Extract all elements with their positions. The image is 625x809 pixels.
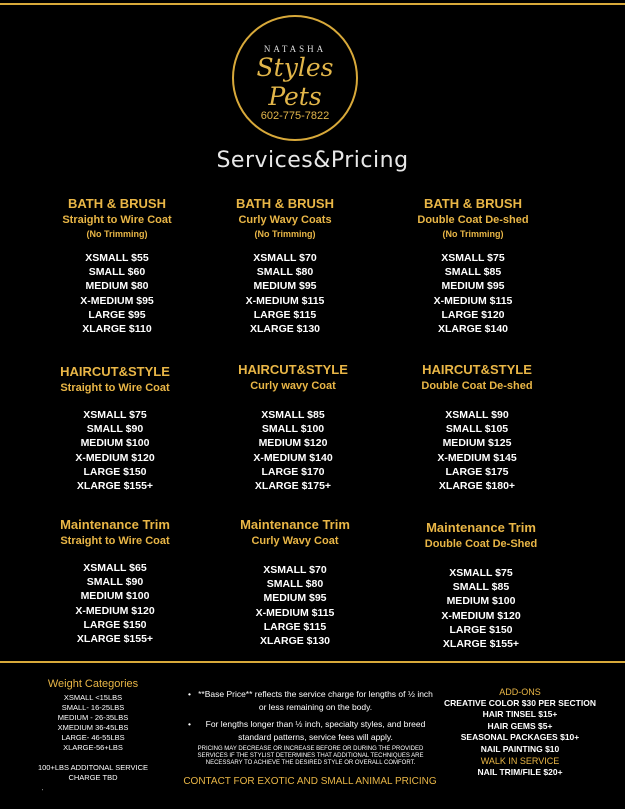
price-item: XSMALL $70: [263, 564, 327, 576]
service-block: [32, 196, 202, 336]
service-heading: BATH & BRUSH: [424, 196, 522, 211]
price-item: XLARGE $175+: [254, 480, 332, 493]
weight-extra-line: CHARGE TBD: [68, 773, 118, 782]
service-subheading: Curly Wavy Coats: [238, 214, 332, 226]
price-list: [388, 251, 558, 336]
service-subheading: Straight to Wire Coat: [60, 382, 170, 394]
price-list: [392, 408, 562, 493]
price-item: LARGE $150: [83, 618, 147, 631]
price-item: MEDIUM $100: [446, 595, 516, 608]
price-item: MEDIUM $80: [85, 280, 149, 293]
service-block: [396, 520, 566, 651]
logo-script-text: Styles Pets: [256, 53, 334, 111]
service-block: [30, 517, 200, 646]
price-item: SMALL $80: [266, 578, 324, 591]
service-heading: HAIRCUT&STYLE: [238, 362, 348, 377]
price-item: SMALL $105: [445, 423, 509, 436]
price-item: XLARGE $155+: [76, 480, 154, 493]
price-item: LARGE $150: [449, 623, 513, 636]
page-title: Services&Pricing: [216, 148, 409, 173]
price-list: [208, 408, 378, 493]
price-item: SMALL $100: [261, 423, 325, 436]
service-heading: BATH & BRUSH: [236, 196, 334, 211]
service-heading: Maintenance Trim: [240, 517, 350, 532]
price-list: [200, 251, 370, 336]
price-item: X-MEDIUM $145: [437, 451, 517, 464]
note-text: **Base Price** reflects the service charge for lengths of ½ inch or less remaining on the body.: [198, 689, 433, 712]
price-item: XSMALL $75: [449, 567, 513, 579]
weight-item: MEDIUM - 26-35LBS: [57, 713, 129, 722]
service-heading: BATH & BRUSH: [68, 196, 166, 211]
service-subheading: Double Coat De-shed: [417, 214, 529, 226]
logo-top-text: NATASHA: [263, 44, 327, 54]
service-heading: Maintenance Trim: [60, 517, 170, 532]
service-subheading: Double Coat De-Shed: [424, 538, 538, 550]
price-item: SMALL $85: [444, 266, 502, 279]
price-list: [210, 563, 380, 648]
service-note: (No Trimming): [254, 229, 316, 239]
price-item: XSMALL $75: [83, 409, 147, 421]
price-item: XSMALL $85: [261, 409, 325, 421]
price-item: X-MEDIUM $140: [253, 451, 333, 464]
bullet-icon: •: [188, 689, 191, 699]
price-item: X-MEDIUM $120: [75, 451, 155, 464]
walk-in-item: NAIL TRIM/FILE $20+: [477, 767, 563, 778]
price-item: LARGE $120: [441, 308, 505, 321]
price-item: SMALL $90: [86, 423, 144, 436]
addon-item: NAIL PAINTING $10: [480, 743, 560, 754]
weight-extra-line: 100+LBS ADDITONAL SERVICE: [37, 763, 149, 772]
price-item: MEDIUM $95: [263, 592, 327, 605]
brand-logo: [232, 15, 358, 141]
price-item: MEDIUM $95: [253, 280, 317, 293]
price-list: [30, 408, 200, 493]
service-note: (No Trimming): [86, 229, 148, 239]
addons-list: [440, 686, 600, 778]
price-item: LARGE $175: [445, 465, 509, 478]
note-bullet: [188, 688, 433, 714]
service-heading: Maintenance Trim: [426, 520, 536, 535]
service-block: [208, 362, 378, 493]
weight-item: SMALL- 16-25LBS: [61, 703, 125, 712]
price-item: MEDIUM $95: [441, 280, 505, 293]
service-block: [30, 364, 200, 493]
walk-in-title: WALK IN SERVICE: [480, 756, 560, 767]
logo-phone: 602-775-7822: [260, 110, 330, 122]
fine-print: PRICING MAY DECREASE OR INCREASE BEFORE OR DURING THE PROVIDED SERVICES IF THE STYLIST DETERMINES THAT ADDITIONAL TECHNIQUES ARE NECESSARY TO ACHIEVE THE DESIRED STYLE OR OVERALL COMFORT.: [197, 746, 424, 766]
addon-item: SEASONAL PACKAGES $10+: [460, 732, 580, 743]
price-item: SMALL $80: [256, 266, 314, 279]
price-item: XSMALL $90: [445, 409, 509, 421]
price-item: LARGE $150: [83, 465, 147, 478]
price-item: XSMALL $65: [83, 562, 147, 574]
section-divider: [0, 661, 625, 663]
service-block: [392, 362, 562, 493]
price-item: LARGE $95: [88, 308, 146, 321]
price-item: LARGE $115: [263, 620, 327, 633]
price-item: X-MEDIUM $120: [75, 604, 155, 617]
service-block: [388, 196, 558, 336]
service-heading: HAIRCUT&STYLE: [422, 362, 532, 377]
weight-categories: [18, 678, 168, 783]
price-item: XLARGE $180+: [438, 480, 516, 493]
service-block: [210, 517, 380, 648]
price-item: LARGE $115: [253, 308, 317, 321]
service-subheading: Straight to Wire Coat: [62, 214, 172, 226]
bullet-icon: •: [188, 719, 191, 729]
weight-item: LARGE- 46-55LBS: [61, 733, 125, 742]
price-item: XLARGE $155+: [442, 638, 520, 651]
weight-extra: [18, 763, 168, 783]
price-item: SMALL $90: [86, 576, 144, 589]
weight-title: Weight Categories: [47, 678, 139, 690]
price-item: XLARGE $110: [82, 323, 152, 336]
addon-item: HAIR GEMS $5+: [487, 720, 553, 731]
price-item: LARGE $170: [261, 465, 325, 478]
addons-title: ADD-ONS: [499, 687, 541, 697]
pricing-notes: [188, 688, 433, 767]
price-item: XLARGE $130: [259, 635, 331, 648]
service-subheading: Double Coat De-shed: [421, 380, 533, 392]
price-item: XLARGE $155+: [76, 633, 154, 646]
weight-item: XLARGE-56+LBS: [63, 743, 123, 752]
service-subheading: Curly wavy Coat: [250, 380, 336, 392]
addon-item: HAIR TINSEL $15+: [482, 709, 558, 720]
price-item: SMALL $85: [452, 581, 510, 594]
top-border: [0, 3, 625, 5]
weight-item: XSMALL <15LBS: [63, 693, 123, 702]
service-subheading: Curly Wavy Coat: [251, 535, 339, 547]
price-item: X-MEDIUM $115: [255, 606, 335, 619]
service-subheading: Straight to Wire Coat: [60, 535, 170, 547]
price-item: SMALL $60: [88, 266, 146, 279]
note-bullet: [188, 718, 433, 744]
price-item: MEDIUM $100: [80, 437, 150, 450]
service-heading: HAIRCUT&STYLE: [60, 364, 170, 379]
price-item: X-MEDIUM $95: [80, 294, 154, 307]
price-item: XSMALL $55: [85, 252, 149, 264]
weight-item: XMEDIUM 36-45LBS: [57, 723, 129, 732]
price-item: MEDIUM $120: [258, 437, 328, 450]
price-list: [32, 251, 202, 336]
price-item: X-MEDIUM $115: [433, 294, 513, 307]
price-item: MEDIUM $100: [80, 590, 150, 603]
price-item: X-MEDIUM $120: [441, 609, 521, 622]
note-text: For lengths longer than ½ inch, specialty styles, and breed standard patterns, service fees will apply.: [205, 719, 426, 742]
price-item: XSMALL $70: [253, 252, 317, 264]
service-block: [200, 196, 370, 336]
price-item: X-MEDIUM $115: [245, 294, 325, 307]
price-item: XLARGE $130: [249, 323, 321, 336]
price-list: [30, 561, 200, 646]
stray-mark: ': [42, 789, 43, 795]
price-item: XLARGE $140: [437, 323, 509, 336]
price-item: MEDIUM $125: [442, 437, 512, 450]
price-item: XSMALL $75: [441, 252, 505, 264]
service-note: (No Trimming): [442, 229, 504, 239]
addon-item: CREATIVE COLOR $30 PER SECTION: [444, 698, 596, 708]
contact-note: CONTACT FOR EXOTIC AND SMALL ANIMAL PRICING: [183, 776, 437, 787]
price-list: [396, 566, 566, 651]
